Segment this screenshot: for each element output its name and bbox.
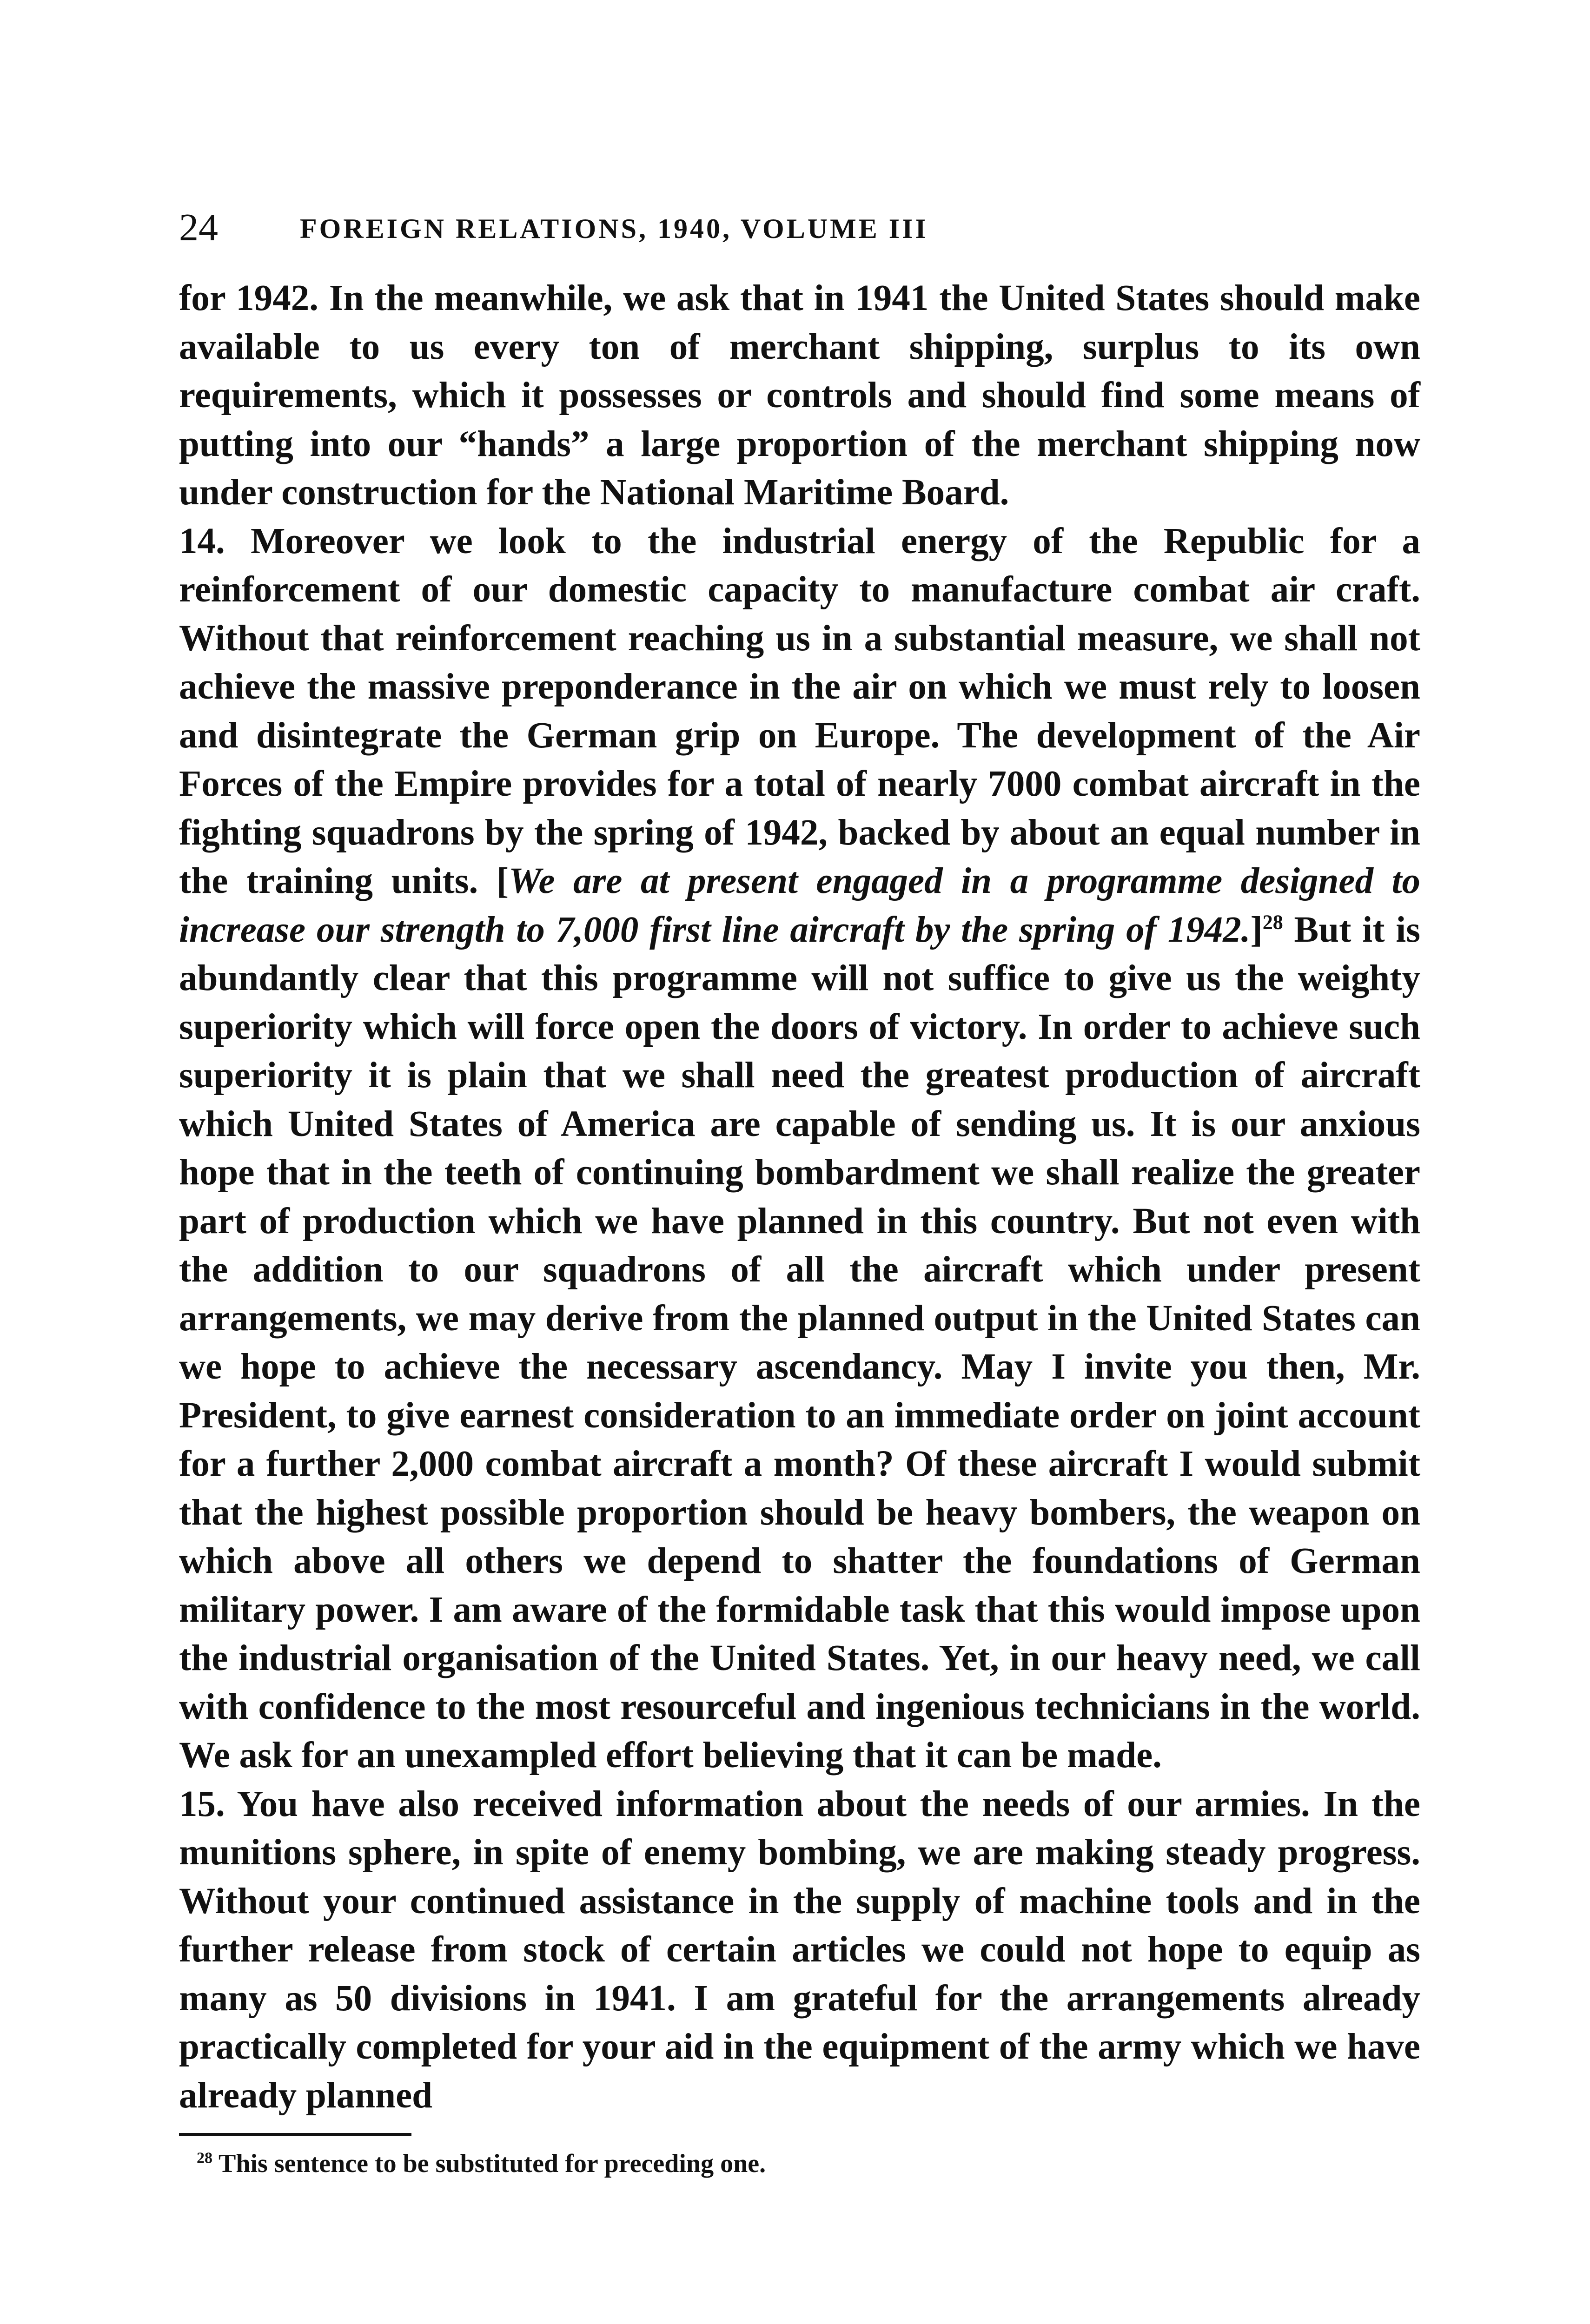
body-text — [179, 274, 1420, 2120]
footnote-text: This sentence to be substituted for preceding one. — [219, 2149, 766, 2178]
paragraph-continuation: for 1942. In the meanwhile, we ask that in 1941 the United States should make available to us every ton of merchant shipping, surplus to its own requirements, which it possesses or controls and should find some means of putting into our “hands” a large proportion of the merchant shipping now under construction for the National Maritime Board. — [179, 278, 1420, 513]
document-page — [179, 205, 1420, 2182]
footnote-divider — [179, 2133, 411, 2136]
paragraph-14-continued: But it is abundantly clear that this programme will not suffice to give us the weighty superiority which will force open the doors of victory. In order to achieve such superiority it is plain that we shall need the greatest production of aircraft which United States of America are capable of sending us. It is our anxious hope that in the teeth of continuing bombardment we shall realize the greater part of production which we have planned in this country. But not even with the addition to our squadrons of all the aircraft which under present arrangements, we may derive from the planned output in the United States can we hope to achieve the necessary ascendancy. May I invite you then, Mr. President, to give earnest consideration to an immediate order on joint account for a further 2,000 combat aircraft a month? Of these aircraft I would submit that the highest possible proportion should be heavy bombers, the weapon on which above all others we depend to shatter the foundations of German military power. I am aware of the formidable task that this would impose upon the industrial organisation of the United States. Yet, in our heavy need, we call with confidence to the most resourceful and ingenious technicians in the world. We ask for an unexampled effort believing that it can be made. — [179, 909, 1420, 1776]
paragraph-15: 15. You have also received information about the needs of our armies. In the munitions sphere, in spite of enemy bombing, we are making steady progress. Without your continued assistance in the supply of machine tools and in the further release from stock of certain articles we could not hope to equip as many as 50 divisions in 1941. I am grateful for the arrangements already practically completed for your aid in the equipment of the army which we have already planned — [179, 1783, 1420, 2116]
footnote — [179, 2145, 1420, 2182]
running-title: FOREIGN RELATIONS, 1940, VOLUME III — [300, 213, 928, 244]
footnote-reference: 28 — [1262, 911, 1283, 934]
paragraph-14 — [179, 517, 1420, 1780]
paragraph-14-text: 14. Moreover we look to the industrial energy of the Republic for a reinforcement of our domestic capacity to manufacture combat air craft. Without that reinforcement reaching us in a substantial measure, we shall not achieve the massive preponderance in the air on which we must rely to loosen and disintegrate the German grip on Europe. The development of the Air Forces of the Empire provides for a total of nearly 7000 combat aircraft in the fighting squadrons by the spring of 1942, backed by about an equal number in the training units. [ — [179, 521, 1420, 901]
inserted-sentence: We are at present engaged in a programme designed to increase our strength to 7,000 first line aircraft by the spring of 1942. — [179, 861, 1420, 950]
running-header — [179, 205, 1420, 260]
closing-bracket: ] — [1250, 909, 1263, 950]
footnote-marker: 28 — [197, 2149, 212, 2167]
page-number: 24 — [179, 206, 218, 249]
